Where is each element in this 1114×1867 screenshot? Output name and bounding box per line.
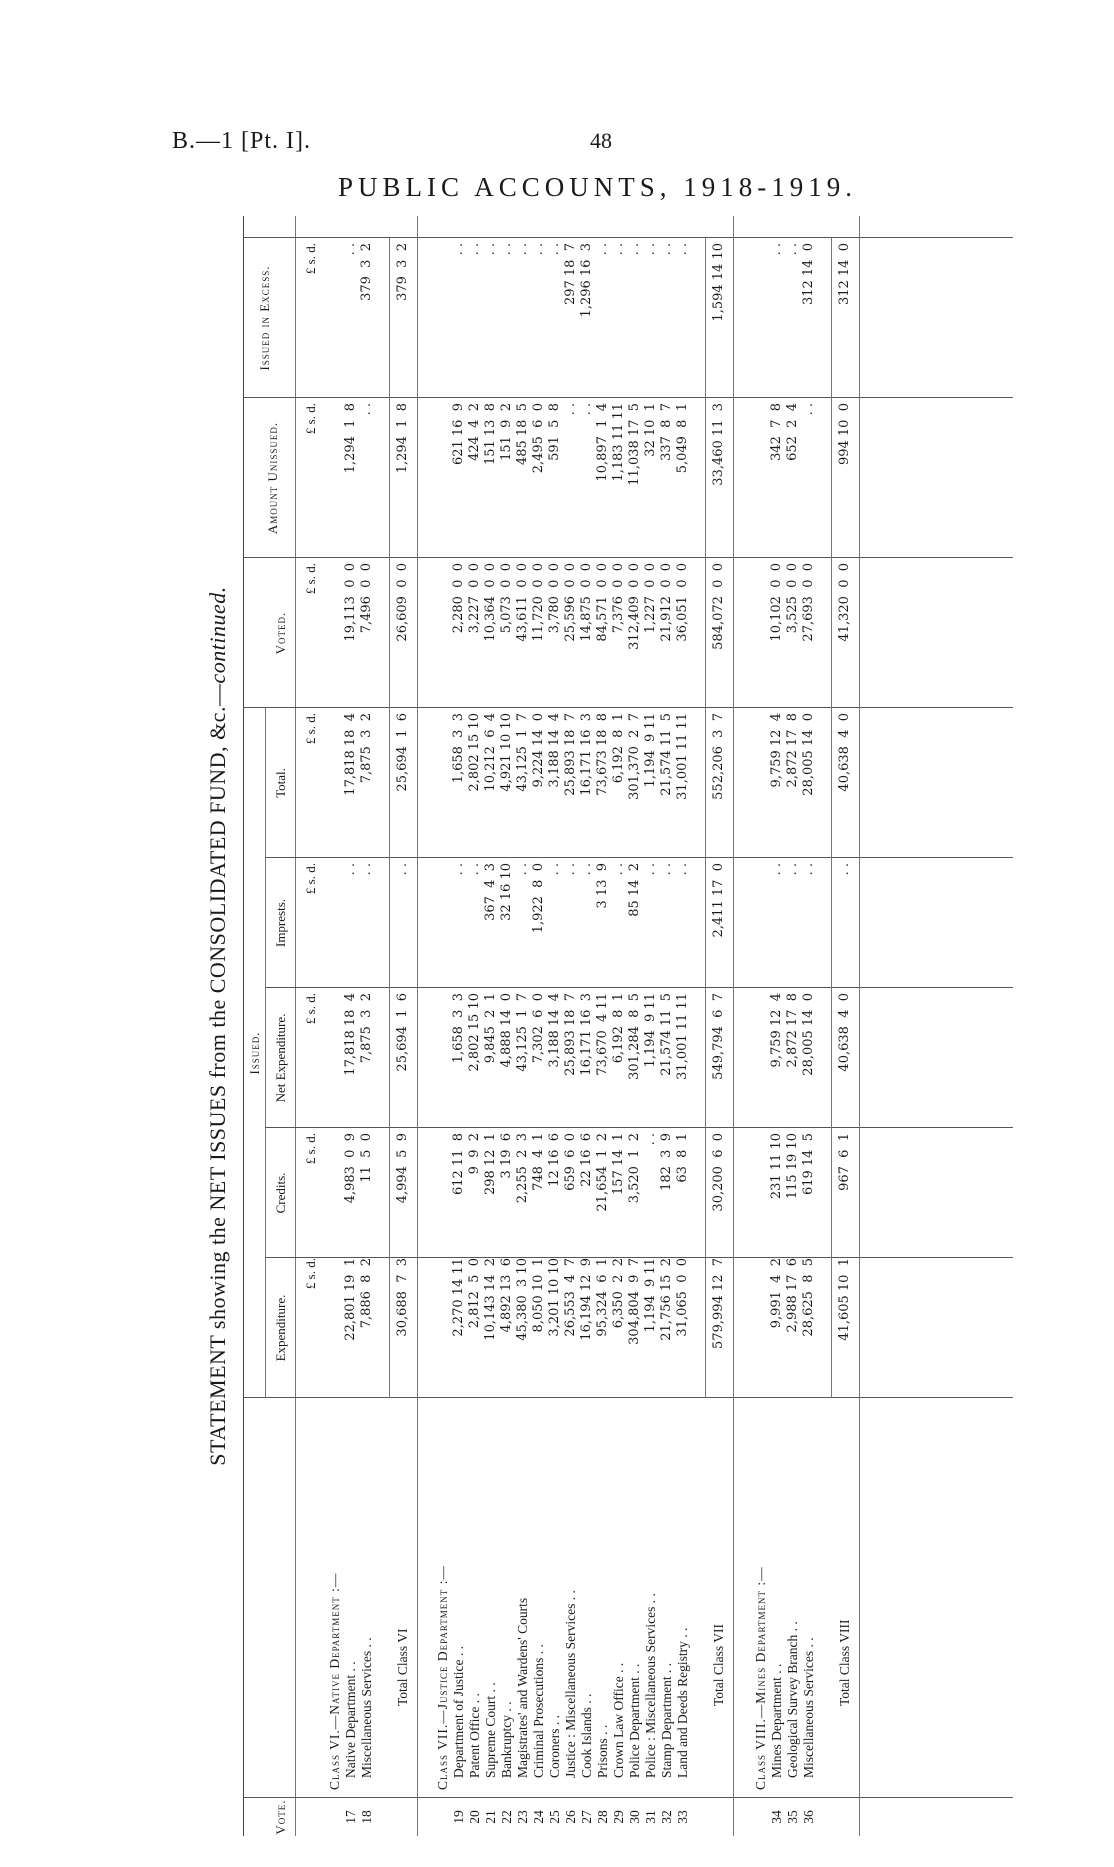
cell-tot: 301,370 2 7: [627, 713, 642, 800]
cell-imp: . .: [359, 863, 374, 876]
total-rule: [705, 238, 706, 1398]
row-description: Magistrates' and Wardens' Courts: [515, 1597, 530, 1778]
cell-voted: 41,320 0 0: [837, 563, 852, 642]
cell-unis: 1,183 11 11: [611, 403, 626, 482]
cell-unis: 32 10 1: [643, 403, 658, 457]
net-issues-table: [243, 216, 1013, 1836]
cell-net: 21,574 11 5: [659, 993, 674, 1076]
statement-continued: continued.: [205, 586, 230, 684]
cell-net: 43,125 1 7: [515, 993, 530, 1072]
cell-tot: 3,188 14 4: [547, 713, 562, 788]
cell-imp: . .: [579, 863, 594, 876]
cell-cred: 30,200 6 0: [711, 1133, 726, 1212]
cell-unis: 1,294 1 8: [343, 403, 358, 474]
cell-imp: 3 13 9: [595, 863, 610, 909]
cell-exc: 379 3 2: [395, 243, 410, 301]
row-description: Police : Miscellaneous Services . .: [643, 1593, 658, 1778]
row-description: Coroners . .: [547, 1715, 562, 1778]
cell-imp: . .: [611, 863, 626, 876]
cell-cred: 21,654 1 2: [595, 1133, 610, 1212]
cell-cred: 2,255 2 3: [515, 1133, 530, 1204]
vote-number: 32: [659, 1810, 674, 1824]
unit-unissued: £ s. d.: [303, 403, 318, 435]
row-description: Land and Deeds Registry . .: [675, 1627, 690, 1778]
cell-tot: 4,921 10 10: [499, 713, 514, 792]
cell-tot: 2,872 17 8: [785, 713, 800, 788]
cell-cred: 9 9 2: [467, 1133, 482, 1175]
cell-exp: 2,270 14 11: [451, 1258, 466, 1337]
row-description: Police Department . .: [627, 1663, 642, 1778]
cell-exp: 41,605 10 1: [837, 1258, 852, 1341]
unit-voted: £ s. d.: [303, 563, 318, 595]
cell-exc: . .: [611, 243, 626, 256]
cell-cred: 11 5 0: [359, 1133, 374, 1183]
unit-expenditure: £ s. d.: [303, 1258, 318, 1290]
cell-exc: . .: [483, 243, 498, 256]
cell-exp: 30,688 7 3: [395, 1258, 410, 1337]
section-rule: [417, 216, 418, 1836]
rotated-statement: [205, 216, 1025, 1836]
cell-net: 16,171 16 3: [579, 993, 594, 1076]
cell-net: 3,188 14 4: [547, 993, 562, 1068]
vote-number: 18: [359, 1810, 374, 1824]
cell-exc: . .: [769, 243, 784, 256]
section-rule: [733, 216, 734, 1836]
vote-number: 27: [579, 1810, 594, 1824]
cell-exc: 297 18 7: [563, 243, 578, 306]
statement-heading: [205, 216, 239, 1836]
cell-exc: . .: [675, 243, 690, 256]
cell-exc: 379 3 2: [359, 243, 374, 301]
cell-tot: 552,206 3 7: [711, 713, 726, 800]
row-description: Total Class VIII: [837, 1619, 852, 1706]
cell-exc: . .: [343, 243, 358, 256]
unit-excess: £ s. d.: [303, 243, 318, 275]
cell-tot: 7,875 3 2: [359, 713, 374, 784]
cell-imp: . .: [643, 863, 658, 876]
row-description: Cook Islands . .: [579, 1693, 594, 1778]
cell-cred: 157 14 1: [611, 1133, 626, 1196]
row-description: Criminal Prosecutions . .: [531, 1644, 546, 1778]
cell-voted: 3,780 0 0: [547, 563, 562, 634]
cell-tot: 40,638 4 0: [837, 713, 852, 792]
cell-exc: . .: [627, 243, 642, 256]
cell-exp: 579,994 12 7: [711, 1258, 726, 1349]
cell-exp: 304,804 9 7: [627, 1258, 642, 1345]
cell-exp: 7,886 8 2: [359, 1258, 374, 1329]
cell-exc: . .: [659, 243, 674, 256]
cell-cred: 22 16 6: [579, 1133, 594, 1187]
cell-imp: . .: [769, 863, 784, 876]
cell-voted: 1,227 0 0: [643, 563, 658, 634]
cell-unis: 151 9 2: [499, 403, 514, 461]
row-description: Patent Office . .: [467, 1693, 482, 1778]
cell-unis: 621 16 9: [451, 403, 466, 466]
vote-number: [435, 1798, 451, 1836]
unit-credits: £ s. d.: [303, 1133, 318, 1165]
vote-number: 31: [643, 1810, 658, 1824]
cell-imp: . .: [563, 863, 578, 876]
cell-voted: 84,571 0 0: [595, 563, 610, 642]
cell-exp: 2,988 17 6: [785, 1258, 800, 1333]
cell-voted: 25,596 0 0: [563, 563, 578, 642]
cell-unis: 1,294 1 8: [395, 403, 410, 474]
page-number: 48: [590, 128, 612, 153]
cell-voted: 36,051 0 0: [675, 563, 690, 642]
row-description: Miscellaneous Services . .: [801, 1637, 816, 1778]
cell-net: 549,794 6 7: [711, 993, 726, 1080]
cell-unis: 151 13 8: [483, 403, 498, 466]
cell-voted: 584,072 0 0: [711, 563, 726, 650]
cell-unis: . .: [563, 403, 578, 416]
cell-exp: 16,194 12 9: [579, 1258, 594, 1341]
document-reference: B.—1 [Pt. I].: [172, 128, 311, 154]
vote-number: [711, 1798, 727, 1836]
vote-number: [327, 1798, 343, 1836]
row-description: Crown Law Office . .: [611, 1662, 626, 1778]
total-rule: [831, 238, 832, 1398]
vote-number: 19: [451, 1810, 466, 1824]
cell-unis: 5,049 8 1: [675, 403, 690, 474]
vote-number: 28: [595, 1810, 610, 1824]
cell-exp: 10,143 14 2: [483, 1258, 498, 1341]
cell-imp: 2,411 17 0: [711, 863, 726, 938]
vote-number: 24: [531, 1810, 546, 1824]
cell-net: 9,845 2 1: [483, 993, 498, 1064]
cell-imp: . .: [659, 863, 674, 876]
cell-exc: . .: [531, 243, 546, 256]
row-description: Justice : Miscellaneous Services . .: [563, 1590, 578, 1778]
cell-imp: . .: [515, 863, 530, 876]
col-rule-desc: [243, 1397, 1013, 1398]
cell-exc: . .: [595, 243, 610, 256]
unit-imprests: £ s. d.: [303, 863, 318, 895]
header-total: Total.: [273, 768, 288, 798]
row-description: Class VI.—Native Department :—: [327, 1572, 342, 1790]
cell-exp: 45,380 3 10: [515, 1258, 530, 1341]
cell-voted: 5,073 0 0: [499, 563, 514, 634]
cell-exp: 26,553 4 7: [563, 1258, 578, 1337]
statement-text: STATEMENT showing the NET ISSUES from the CONSOLIDATED FUND, &c.—: [205, 683, 230, 1466]
cell-tot: 17,818 18 4: [343, 713, 358, 796]
cell-imp: 1,922 8 0: [531, 863, 546, 934]
cell-net: 6,192 8 1: [611, 993, 626, 1064]
cell-imp: 367 4 3: [483, 863, 498, 921]
cell-unis: . .: [801, 403, 816, 416]
cell-imp: . .: [547, 863, 562, 876]
cell-exc: . .: [499, 243, 514, 256]
cell-unis: 10,897 1 4: [595, 403, 610, 482]
cell-cred: 4,983 0 9: [343, 1133, 358, 1204]
cell-cred: . .: [643, 1133, 658, 1146]
cell-exc: . .: [547, 243, 562, 256]
header-imprests: Imprests.: [273, 898, 288, 948]
cell-voted: 312,409 0 0: [627, 563, 642, 650]
header-expenditure: Expenditure.: [273, 1294, 288, 1362]
col-rule-right: [243, 237, 1013, 238]
cell-voted: 11,720 0 0: [531, 563, 546, 642]
cell-net: 25,694 1 6: [395, 993, 410, 1072]
row-description: Bankruptcy . .: [499, 1701, 514, 1778]
vote-number: 30: [627, 1810, 642, 1824]
row-description: Department of Justice . .: [451, 1646, 466, 1778]
cell-exp: 4,892 13 6: [499, 1258, 514, 1333]
vote-number: 20: [467, 1810, 482, 1824]
cell-tot: 21,574 11 5: [659, 713, 674, 796]
cell-exc: . .: [451, 243, 466, 256]
row-description: Miscellaneous Services . .: [359, 1637, 374, 1778]
cell-imp: . .: [343, 863, 358, 876]
cell-voted: 2,280 0 0: [451, 563, 466, 634]
cell-imp: 85 14 2: [627, 863, 642, 917]
cell-imp: 32 16 10: [499, 863, 514, 921]
vote-number: 36: [801, 1810, 816, 1824]
row-description: Stamp Department . .: [659, 1662, 674, 1778]
cell-net: 7,302 6 0: [531, 993, 546, 1064]
row-description: Total Class VII: [711, 1623, 726, 1706]
cell-exp: 95,324 6 1: [595, 1258, 610, 1337]
cell-exp: 21,756 15 2: [659, 1258, 674, 1341]
cell-exc: 312 14 0: [801, 243, 816, 306]
cell-exc: 312 14 0: [837, 243, 852, 306]
cell-imp: . .: [395, 863, 410, 876]
cell-imp: . .: [801, 863, 816, 876]
unit-net-expenditure: £ s. d.: [303, 993, 318, 1025]
cell-imp: . .: [785, 863, 800, 876]
cell-exp: 6,350 2 2: [611, 1258, 626, 1329]
cell-net: 28,005 14 0: [801, 993, 816, 1076]
cell-cred: 748 4 1: [531, 1133, 546, 1191]
cell-cred: 4,994 5 9: [395, 1133, 410, 1204]
cell-unis: 591 5 8: [547, 403, 562, 461]
cell-unis: 342 7 8: [769, 403, 784, 461]
cell-voted: 3,525 0 0: [785, 563, 800, 634]
vote-number: 21: [483, 1810, 498, 1824]
cell-tot: 1,194 9 11: [643, 713, 658, 788]
issued-rule: [265, 708, 266, 1398]
cell-voted: 7,376 0 0: [611, 563, 626, 634]
cell-imp: . .: [467, 863, 482, 876]
cell-exp: 28,625 8 5: [801, 1258, 816, 1337]
cell-unis: 337 8 7: [659, 403, 674, 461]
cell-voted: 21,912 0 0: [659, 563, 674, 642]
cell-voted: 14,875 0 0: [579, 563, 594, 642]
cell-voted: 10,102 0 0: [769, 563, 784, 642]
cell-tot: 9,224 14 0: [531, 713, 546, 788]
cell-voted: 7,496 0 0: [359, 563, 374, 634]
cell-net: 2,872 17 8: [785, 993, 800, 1068]
cell-voted: 19,113 0 0: [343, 563, 358, 642]
cell-unis: 424 4 2: [467, 403, 482, 461]
vote-number: 34: [769, 1810, 784, 1824]
cell-tot: 25,893 18 7: [563, 713, 578, 796]
cell-imp: . .: [451, 863, 466, 876]
cell-voted: 43,611 0 0: [515, 563, 530, 642]
cell-exp: 22,801 19 1: [343, 1258, 358, 1341]
cell-net: 1,194 9 11: [643, 993, 658, 1068]
cell-exc: 1,296 16 3: [579, 243, 594, 318]
vote-number: 23: [515, 1810, 530, 1824]
vote-number: 26: [563, 1810, 578, 1824]
row-description: Prisons . .: [595, 1724, 610, 1778]
cell-tot: 73,673 18 8: [595, 713, 610, 796]
cell-exc: . .: [643, 243, 658, 256]
cell-cred: 659 6 0: [563, 1133, 578, 1191]
cell-cred: 182 3 9: [659, 1133, 674, 1191]
cell-net: 73,670 4 11: [595, 993, 610, 1076]
header-credits: Credits.: [273, 1172, 288, 1214]
cell-exc: . .: [785, 243, 800, 256]
header-issued-in-excess: Issued in Excess.: [257, 265, 272, 371]
cell-net: 4,888 14 0: [499, 993, 514, 1068]
vote-number: [753, 1798, 769, 1836]
unit-total: £ s. d.: [303, 713, 318, 745]
cell-cred: 3,520 1 2: [627, 1133, 642, 1204]
cell-cred: 231 11 10: [769, 1133, 784, 1200]
cell-cred: 612 11 8: [451, 1133, 466, 1196]
cell-tot: 2,802 15 10: [467, 713, 482, 792]
header-amount-unissued: Amount Unissued.: [265, 421, 280, 535]
cell-exp: 9,991 4 2: [769, 1258, 784, 1329]
cell-unis: 994 10 0: [837, 403, 852, 466]
header-issued: Issued.: [247, 1031, 262, 1075]
cell-exp: 1,194 9 11: [643, 1258, 658, 1333]
header-vote: Vote.: [273, 1799, 288, 1835]
cell-unis: 652 2 4: [785, 403, 800, 461]
header-bottom-rule: [295, 216, 296, 1836]
cell-exp: 31,065 0 0: [675, 1258, 690, 1337]
cell-net: 40,638 4 0: [837, 993, 852, 1072]
cell-imp: . .: [837, 863, 852, 876]
cell-tot: 1,658 3 3: [451, 713, 466, 784]
cell-exp: 3,201 10 10: [547, 1258, 562, 1337]
total-rule: [389, 238, 390, 1398]
cell-tot: 16,171 16 3: [579, 713, 594, 796]
cell-net: 17,818 18 4: [343, 993, 358, 1076]
row-description: Class VIII.—Mines Department :—: [753, 1566, 768, 1790]
cell-unis: 33,460 11 3: [711, 403, 726, 486]
cell-unis: . .: [359, 403, 374, 416]
row-description: Geological Survey Branch . .: [785, 1621, 800, 1778]
row-description: Native Department . .: [343, 1661, 358, 1778]
vote-number: 17: [343, 1810, 358, 1824]
cell-cred: 115 19 10: [785, 1133, 800, 1200]
cell-net: 31,001 11 11: [675, 993, 690, 1080]
vote-number: 25: [547, 1810, 562, 1824]
cell-unis: 11,038 17 5: [627, 403, 642, 486]
cell-exc: . .: [467, 243, 482, 256]
cell-net: 301,284 8 5: [627, 993, 642, 1080]
cell-voted: 26,609 0 0: [395, 563, 410, 642]
cell-cred: 12 16 6: [547, 1133, 562, 1187]
cell-voted: 27,693 0 0: [801, 563, 816, 642]
cell-net: 2,802 15 10: [467, 993, 482, 1072]
cell-exp: 8,050 10 1: [531, 1258, 546, 1333]
cell-tot: 31,001 11 11: [675, 713, 690, 800]
cell-unis: . .: [579, 403, 594, 416]
cell-unis: 485 18 5: [515, 403, 530, 466]
row-description: Class VII.—Justice Department :—: [435, 1565, 450, 1790]
cell-voted: 3,227 0 0: [467, 563, 482, 634]
section-rule: [859, 216, 860, 1836]
cell-cred: 3 19 6: [499, 1133, 514, 1179]
vote-number: [395, 1798, 411, 1836]
cell-tot: 10,212 6 4: [483, 713, 498, 792]
cell-imp: . .: [675, 863, 690, 876]
vote-number: [837, 1798, 853, 1836]
row-description: Supreme Court . .: [483, 1682, 498, 1778]
vote-number: 22: [499, 1810, 514, 1824]
row-description: Mines Department . .: [769, 1663, 784, 1778]
cell-cred: 63 8 1: [675, 1133, 690, 1183]
cell-tot: 25,694 1 6: [395, 713, 410, 792]
vote-number: 29: [611, 1810, 626, 1824]
cell-tot: 9,759 12 4: [769, 713, 784, 788]
cell-exc: 1,594 14 10: [711, 243, 726, 322]
cell-voted: 10,364 0 0: [483, 563, 498, 642]
cell-tot: 28,005 14 0: [801, 713, 816, 796]
cell-cred: 967 6 1: [837, 1133, 852, 1191]
cell-net: 9,759 12 4: [769, 993, 784, 1068]
cell-net: 25,893 18 7: [563, 993, 578, 1076]
cell-net: 7,875 3 2: [359, 993, 374, 1064]
header-rule: [243, 216, 244, 1836]
vote-number: 35: [785, 1810, 800, 1824]
cell-tot: 43,125 1 7: [515, 713, 530, 792]
cell-unis: 2,495 6 0: [531, 403, 546, 474]
header-net-expenditure: Net Expenditure.: [273, 1013, 288, 1103]
cell-cred: 619 14 5: [801, 1133, 816, 1196]
cell-exp: 2,812 5 0: [467, 1258, 482, 1329]
cell-tot: 6,192 8 1: [611, 713, 626, 784]
row-description: Total Class VI: [395, 1628, 410, 1706]
cell-net: 1,658 3 3: [451, 993, 466, 1064]
header-voted: Voted.: [273, 611, 288, 655]
vote-number: 33: [675, 1810, 690, 1824]
page-title: PUBLIC ACCOUNTS, 1918-1919.: [338, 172, 858, 202]
cell-exc: . .: [515, 243, 530, 256]
cell-cred: 298 12 1: [483, 1133, 498, 1196]
